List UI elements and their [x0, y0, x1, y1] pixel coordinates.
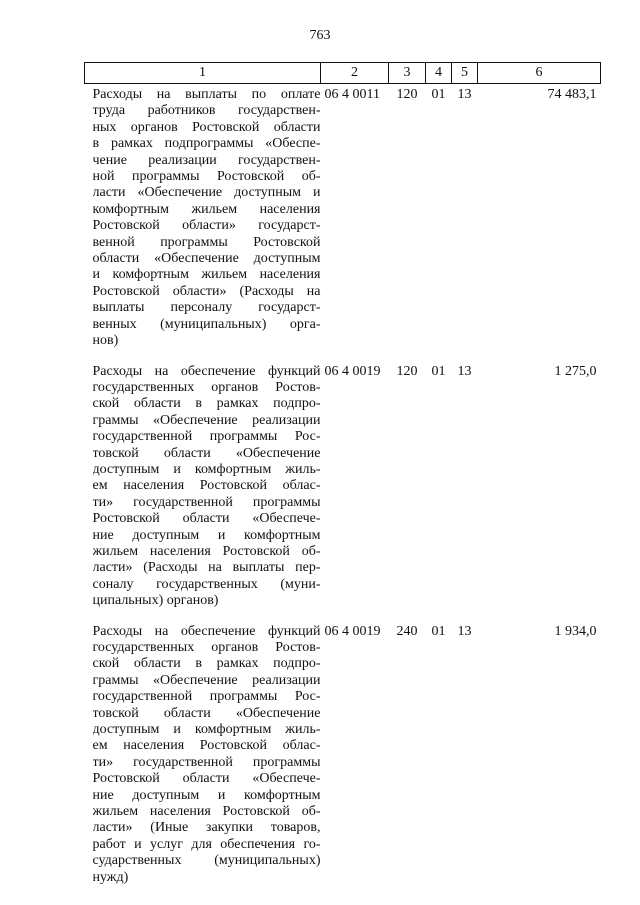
description-line: в рамках подпрограммы «Обеспе- — [92, 136, 321, 152]
description-line: выплаты персоналу государст- — [92, 300, 321, 316]
description-line: сударственных (муниципальных) — [92, 853, 321, 869]
description-line: Расходы на обеспечение функций — [92, 623, 321, 639]
row-target-code: 06 4 0019 — [324, 623, 381, 639]
row-expense-type: 120 — [396, 363, 418, 379]
table-body — [85, 84, 601, 895]
row-section: 01 — [431, 363, 446, 379]
description-line: ной программы Ростовской об- — [92, 169, 321, 185]
description-line: ласти» (Расходы на выплаты пер- — [92, 560, 321, 576]
row-subsection: 13 — [457, 87, 472, 102]
description-line: доступным и комфортным жиль- — [92, 461, 321, 477]
row-description — [85, 618, 321, 895]
description-line: нужд) — [92, 869, 129, 885]
row-section: 01 — [431, 623, 446, 639]
description-line: чение реализации государствен- — [92, 152, 321, 168]
description-line: государственных органов Ростов- — [92, 640, 321, 655]
description-line: комфортным жильем населения — [92, 201, 321, 217]
row-subsection: 13 — [457, 363, 472, 379]
header-col-3: 3 — [389, 63, 426, 84]
description-line: ласти» (Иные закупки товаров, — [92, 820, 321, 836]
description-line: ти» государственной программы — [92, 754, 321, 770]
description-line: ние доступным и комфортным — [92, 787, 321, 803]
description-line: ных органов Ростовской области — [92, 119, 321, 135]
description-line: труда работников государствен- — [92, 103, 321, 119]
table-row — [85, 358, 601, 618]
description-line: ципальных) органов) — [92, 593, 219, 609]
row-amount: 1 934,0 — [554, 623, 597, 639]
description-line: и комфортным жильем населения — [92, 267, 321, 283]
header-col-1: 1 — [85, 63, 321, 84]
description-line: жильем населения Ростовской об- — [92, 543, 321, 559]
row-subsection: 13 — [457, 623, 472, 639]
description-line: Расходы на выплаты по оплате — [92, 87, 321, 102]
header-col-6: 6 — [478, 63, 601, 84]
description-line: граммы «Обеспечение реализации — [92, 412, 321, 428]
row-description — [85, 84, 321, 358]
description-line: доступным и комфортным жиль- — [92, 722, 321, 738]
header-col-5: 5 — [452, 63, 478, 84]
header-col-2: 2 — [321, 63, 389, 84]
description-line: ем населения Ростовской облас- — [92, 478, 321, 494]
table-row — [85, 618, 601, 895]
description-line: венной программы Ростовской — [92, 234, 321, 250]
description-line: Расходы на обеспечение функций — [92, 363, 321, 379]
row-description — [85, 358, 321, 618]
description-line: товской области «Обеспечение — [92, 445, 321, 461]
description-line: ласти «Обеспечение доступным и — [92, 185, 321, 201]
description-line: Ростовской области» (Расходы на — [92, 283, 321, 299]
description-line: Ростовской области «Обеспече- — [92, 771, 321, 787]
row-expense-type: 120 — [396, 87, 418, 102]
page-number: 763 — [309, 28, 331, 43]
description-line: государственных органов Ростов- — [92, 379, 321, 395]
description-line: ской области в рамках подпро- — [92, 396, 321, 412]
header-row — [85, 63, 601, 84]
description-line: работ и услуг для обеспечения го- — [92, 836, 321, 852]
description-line: ние доступным и комфортным — [92, 527, 321, 543]
description-line: ем населения Ростовской облас- — [92, 738, 321, 754]
row-expense-type: 240 — [396, 623, 418, 639]
description-line: нов) — [92, 333, 119, 349]
row-target-code: 06 4 0019 — [324, 363, 381, 379]
table-header — [85, 63, 601, 84]
budget-table — [84, 62, 601, 894]
description-line: ти» государственной программы — [92, 494, 321, 510]
description-line: венных (муниципальных) орга- — [92, 316, 321, 332]
description-line: ской области в рамках подпро- — [92, 656, 321, 672]
header-col-4: 4 — [426, 63, 452, 84]
description-line: соналу государственных (муни- — [92, 576, 321, 592]
row-section: 01 — [431, 87, 446, 102]
table-row — [85, 84, 601, 358]
description-line: государственной программы Рос- — [92, 429, 321, 445]
description-line: жильем населения Ростовской об- — [92, 804, 321, 820]
description-line: государственной программы Рос- — [92, 689, 321, 705]
row-amount: 74 483,1 — [547, 87, 597, 102]
row-amount: 1 275,0 — [554, 363, 597, 379]
row-target-code: 06 4 0011 — [324, 87, 380, 102]
description-line: Ростовской области» государст- — [92, 218, 321, 234]
description-line: Ростовской области «Обеспече- — [92, 511, 321, 527]
description-line: граммы «Обеспечение реализации — [92, 672, 321, 688]
description-line: области «Обеспечение доступным — [92, 251, 321, 267]
description-line: товской области «Обеспечение — [92, 705, 321, 721]
